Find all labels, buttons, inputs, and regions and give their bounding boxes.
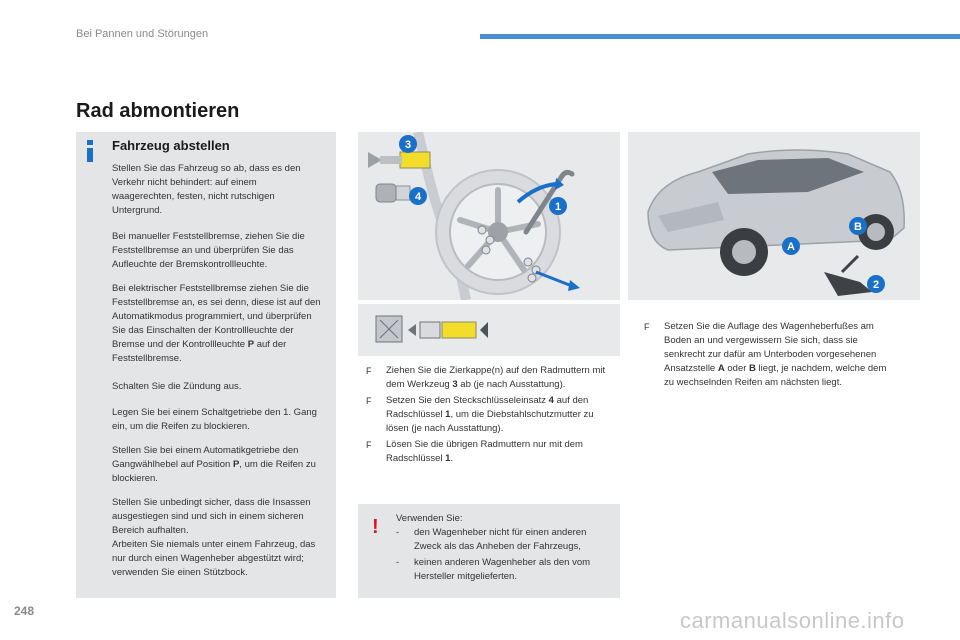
info-heading: Fahrzeug abstellen bbox=[112, 138, 230, 153]
info-paragraph-8: Arbeiten Sie niemals unter einem Fahrzeug, das nur durch einen Wagenheber abgestützt wird; verwenden Sie einen Stützbock. bbox=[112, 539, 316, 578]
header-bar bbox=[480, 34, 960, 39]
info-paragraph-1: Stellen Sie das Fahrzeug so ab, dass es den Verkehr nicht behindert: auf einem waagerechten, festen, nicht rutschigen Untergrund. bbox=[112, 163, 301, 216]
car-jack-illustration bbox=[628, 132, 920, 300]
callout-2-label: 2 bbox=[872, 279, 880, 291]
step-loosen-nuts: F Lösen Sie die übrigen Radmuttern nur mit dem Radschlüssel 1. bbox=[366, 439, 583, 464]
callout-1-label: 1 bbox=[554, 201, 562, 213]
wheel-illustration bbox=[358, 132, 620, 300]
info-panel bbox=[76, 132, 336, 598]
info-paragraph-4: Schalten Sie die Zündung aus. bbox=[112, 381, 242, 392]
step-remove-caps: F Ziehen Sie die Zierkappe(n) auf den Radmuttern mit dem Werkzeug 3 ab (je nach Ausstattung). bbox=[366, 365, 606, 390]
page-title: Rad abmontieren bbox=[76, 100, 240, 122]
step-anti-theft-nut: F Setzen Sie den Steckschlüsseleinsatz 4 auf den Radschlüssel 1, um die Diebstahlschutzmutter zu lösen (je nach Ausstattung). bbox=[366, 395, 594, 434]
warning-item-2: keinen anderen Wagenheber als den vom Hersteller mitgelieferten. bbox=[414, 557, 591, 582]
callout-4-label: 4 bbox=[414, 191, 422, 203]
section-header: Bei Pannen und Störungen bbox=[76, 28, 209, 40]
info-paragraph-2: Bei manueller Feststellbremse, ziehen Sie die Feststellbremse an und überprüfen Sie das Aufleuchte der Bremskontrollleuchte. bbox=[112, 231, 305, 270]
callout-3-label: 3 bbox=[404, 139, 412, 151]
info-paragraph-3: Bei elektrischer Feststellbremse ziehen Sie die Feststellbremse an, es sei denn, diese ist auf den Automatikmodus programmiert, und überprüfen Sie das Einschalten der Kontrollleuchte der Bremse und der Kontrollleuchte P auf der Feststellbremse. bbox=[112, 283, 321, 364]
info-paragraph-5: Legen Sie bei einem Schaltgetriebe den 1. Gang ein, um die Reifen zu blockieren. bbox=[112, 407, 317, 432]
callout-b-label: B bbox=[854, 221, 862, 233]
page-number: 248 bbox=[14, 604, 35, 618]
warning-item-1: den Wagenheber nicht für einen anderen Zweck als das Anheben der Fahrzeugs, bbox=[414, 527, 587, 552]
callout-a-label: A bbox=[787, 241, 795, 253]
step-place-jack: F Setzen Sie die Auflage des Wagenheberfußes am Boden an und vergewissern Sie sich, dass sie senkrecht zur dafür am Unterboden vorgesehenen Ansatzstelle A oder B liegt, je nachdem, welche dem zu wechselnden Reifen am nächsten liegt. bbox=[644, 321, 887, 388]
warning-heading: Verwenden Sie: bbox=[396, 513, 463, 524]
watermark: carmanualsonline.info bbox=[680, 608, 905, 633]
info-icon bbox=[86, 140, 94, 162]
info-paragraph-7: Stellen Sie unbedingt sicher, dass die Insassen ausgestiegen sind und sich in einem sicheren Bereich aufhalten. bbox=[112, 497, 311, 536]
warning-panel bbox=[358, 504, 620, 598]
warning-dash-2: - bbox=[396, 557, 400, 568]
warning-icon: ! bbox=[372, 516, 379, 538]
info-paragraph-6: Stellen Sie bei einem Automatikgetriebe den Gangwählhebel auf Position P, um die Reifen zu blockieren. bbox=[112, 445, 316, 484]
warning-dash-1: - bbox=[396, 527, 400, 538]
tool-illustration bbox=[358, 304, 620, 356]
